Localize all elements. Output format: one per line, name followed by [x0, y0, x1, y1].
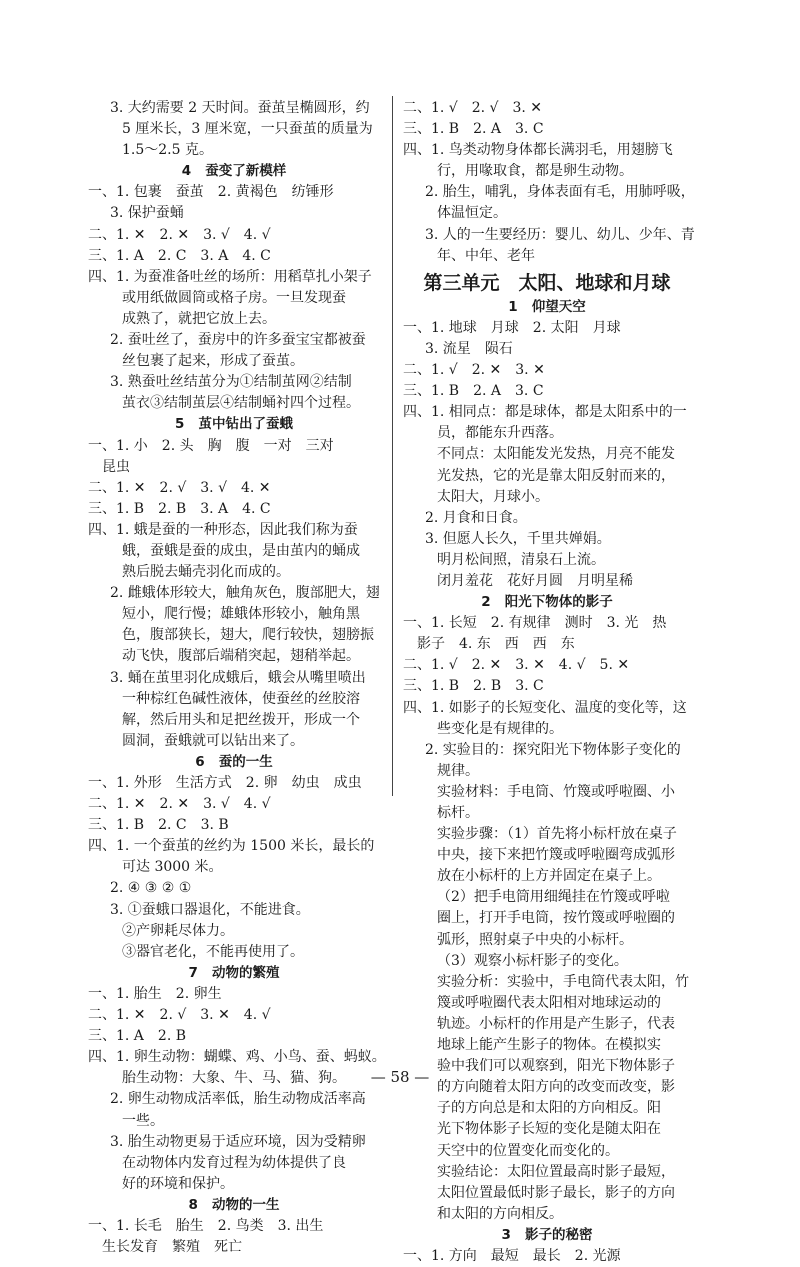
answer-line: 太阳大，月球小。	[437, 488, 549, 505]
answer-line: 和太阳的方向相反。	[437, 1205, 563, 1222]
answer-line: 5 厘米长，3 厘米宽，一只蚕茧的质量为	[122, 121, 373, 138]
answer-line: 四、1. 卵生动物：蝴蝶、鸡、小鸟、蚕、蚂蚁。	[88, 1049, 386, 1066]
answer-line: 一种棕红色碱性液体，使蚕丝的丝胶溶	[122, 690, 360, 707]
answer-line: 一、1. 长毛 胎生 2. 鸟类 3. 出生	[88, 1217, 324, 1234]
answer-line: 年、中年、老年	[437, 247, 535, 264]
answer-line: 四、1. 一个蚕茧的丝约为 1500 米长，最长的	[88, 838, 375, 855]
answer-line: 3. 大约需要 2 天时间。蚕茧呈椭圆形，约	[110, 100, 370, 116]
answer-line: 三、1. B 2. B 3. C	[403, 678, 544, 695]
answer-line: 短小，爬行慢；雄蛾体形较小，触角黑	[122, 606, 360, 623]
answer-line: 子的方向总是和太阳的方向相反。阳	[437, 1100, 661, 1117]
answer-line: 2. 月食和日食。	[425, 509, 527, 526]
answer-line: 实验结论：太阳位置最高时影子最短，	[437, 1163, 675, 1180]
answer-line: 四、1. 相同点：都是球体，都是太阳系中的一	[403, 404, 687, 421]
section-heading	[88, 1195, 380, 1216]
answer-line: 动飞快，腹部后端稍突起，翅稍举起。	[122, 648, 360, 665]
answer-line: 解，然后用头和足把丝拨开，形成一个	[122, 711, 360, 728]
answer-line: 圆洞，蚕蛾就可以钻出来了。	[122, 732, 304, 749]
answer-line: 好的环境和保护。	[122, 1175, 234, 1192]
section-title: 蚕变了新模样	[205, 163, 287, 180]
answer-line: 三、1. B 2. A 3. C	[403, 121, 544, 138]
answer-line: 蛾，蚕蛾是蚕的成虫，是由茧内的蛹成	[122, 542, 360, 559]
answer-line: 一、1. 地球 月球 2. 太阳 月球	[403, 319, 621, 336]
answer-line: （3）观察小标杆影子的变化。	[437, 952, 628, 969]
unit-title: 第三单元 太阳、地球和月球	[423, 271, 671, 294]
answer-line: 三、1. A 2. B	[88, 1028, 187, 1045]
section-heading	[88, 963, 380, 984]
answer-line: 一、1. 包裹 蚕茧 2. 黄褐色 纺锤形	[88, 184, 334, 201]
answer-line: 放在小标杆的上方并固定在桌子上。	[437, 868, 661, 885]
answer-line: 3. 但愿人长久，千里共婵娟。	[425, 530, 611, 547]
section-number: 4	[181, 163, 192, 180]
answer-line: 一、1. 长短 2. 有规律 测时 3. 光 热	[403, 615, 667, 632]
section-heading	[403, 1225, 691, 1246]
answer-line: 一些。	[122, 1112, 164, 1129]
answer-line: 3. 熟蚕吐丝结茧分为①结制茧网②结制	[110, 374, 352, 391]
answer-line: 行，用喙取食，都是卵生动物。	[437, 163, 633, 180]
section-number: 2	[481, 594, 491, 611]
answer-line: 轨迹。小标杆的作用是产生影子，代表	[437, 1015, 675, 1032]
answer-line: 胎生动物：大象、牛、马、猫、狗。	[122, 1070, 346, 1087]
answer-line: 篾或呼啦圈代表太阳相对地球运动的	[437, 994, 661, 1011]
answer-line: 成熟了，就把它放上去。	[122, 310, 276, 327]
answer-line: 3. 流星 陨石	[425, 340, 513, 357]
answer-line: 二、1. √ 2. ✕ 3. ✕	[403, 362, 545, 379]
section-heading	[88, 161, 380, 182]
answer-line: 生长发育 繁殖 死亡	[102, 1239, 242, 1256]
section-number: 3	[501, 1226, 511, 1243]
answer-line: 四、1. 蛾是蚕的一种形态，因此我们称为蚕	[88, 521, 358, 538]
answer-line: 三、1. A 2. C 3. A 4. C	[88, 247, 271, 264]
answer-line: 实验步骤：（1）首先将小标杆放在桌子	[437, 826, 677, 843]
answer-line: 些变化是有规律的。	[437, 720, 563, 737]
page-number: — 58 —	[370, 1068, 430, 1086]
answer-line: 3. 人的一生要经历：婴儿、幼儿、少年、青	[425, 226, 695, 243]
answer-line: 2. ④ ③ ② ①	[110, 880, 192, 897]
section-title: 动物的繁殖	[211, 964, 280, 981]
answer-line: 三、1. B 2. B 3. A 4. C	[88, 500, 271, 517]
answer-line: 或用纸做圆筒或格子房。一旦发现蚕	[122, 289, 346, 306]
answer-line: 规律。	[437, 762, 479, 779]
answer-line: 茧衣③结制茧层④结制蛹衬四个过程。	[122, 395, 360, 412]
right-column	[403, 98, 695, 1267]
answer-line: 昆虫	[102, 458, 130, 475]
section-title: 茧中钻出了蚕蛾	[198, 416, 293, 433]
answer-line: 圈上，打开手电筒，按竹篾或呼啦圈的	[437, 910, 675, 927]
section-heading	[403, 592, 691, 613]
answer-line: 不同点：太阳能发光发热，月亮不能发	[437, 446, 675, 463]
answer-line: 三、1. B 2. C 3. B	[88, 817, 229, 834]
answer-line: 四、1. 如影子的长短变化、温度的变化等，这	[403, 699, 687, 716]
answer-line: 二、1. ✕ 2. √ 3. √ 4. ✕	[88, 479, 271, 496]
answer-line: 二、1. ✕ 2. ✕ 3. √ 4. √	[88, 226, 271, 243]
section-number: 8	[188, 1196, 198, 1213]
answer-line: 实验分析：实验中，手电筒代表太阳，竹	[437, 973, 689, 990]
answer-line: 天空中的位置变化而变化的。	[437, 1142, 619, 1159]
section-heading	[403, 297, 691, 318]
answer-line: ③器官老化，不能再使用了。	[122, 943, 304, 960]
section-title: 阳光下物体的影子	[504, 594, 613, 611]
answer-line: 太阳位置最低时影子最长，影子的方向	[437, 1184, 675, 1201]
answer-line: 一、1. 外形 生活方式 2. 卵 幼虫 成虫	[88, 775, 362, 791]
answer-line: 一、1. 方向 最短 最长 2. 光源	[403, 1247, 621, 1264]
answer-line: 的方向随着太阳方向的改变而改变，影	[437, 1079, 675, 1096]
answer-line: 三、1. B 2. A 3. C	[403, 383, 544, 400]
answer-line: 二、1. ✕ 2. √ 3. ✕ 4. √	[88, 1007, 271, 1024]
answer-line: 影子 4. 东 西 西 东	[417, 636, 575, 653]
answer-line: 2. 蚕吐丝了，蚕房中的许多蚕宝宝都被蚕	[110, 332, 366, 349]
answer-line: 色，腹部狭长，翅大，爬行较快，翅膀振	[122, 627, 374, 644]
answer-line: 一、1. 胎生 2. 卵生	[88, 985, 222, 1002]
column-divider	[392, 96, 393, 796]
answer-line: 四、1. 为蚕准备吐丝的场所：用稻草扎小架子	[88, 268, 372, 285]
answer-line: 1.5～2.5 克。	[122, 142, 213, 159]
answer-line: 实验材料：手电筒、竹篾或呼啦圈、小	[437, 783, 675, 800]
answer-line: 标杆。	[437, 805, 479, 821]
section-title: 蚕的一生	[218, 753, 273, 770]
section-heading	[88, 752, 380, 773]
section-number: 7	[188, 964, 198, 981]
answer-line: 光下物体影子长短的变化是随太阳在	[437, 1121, 661, 1138]
answer-line: 3. 胎生动物更易于适应环境，因为受精卵	[110, 1133, 366, 1150]
answer-line: 光发热，它的光是靠太阳反射而来的，	[437, 467, 675, 484]
answer-line: 验中我们可以观察到，阳光下物体影子	[437, 1058, 675, 1075]
section-number: 6	[195, 753, 205, 770]
answer-line: 中央，接下来把竹篾或呼啦圈弯成弧形	[437, 847, 675, 864]
answer-line: 闭月羞花 花好月圆 月明星稀	[437, 572, 633, 589]
answer-line: 体温恒定。	[437, 205, 507, 222]
section-number: 1	[508, 298, 518, 315]
answer-line: 3. 蛹在茧里羽化成蛾后，蛾会从嘴里喷出	[110, 669, 366, 686]
section-title: 动物的一生	[211, 1196, 280, 1213]
answer-line: 2. 卵生动物成活率低，胎生动物成活率高	[110, 1091, 366, 1108]
answer-line: 2. 胎生，哺乳，身体表面有毛，用肺呼吸，	[425, 184, 695, 201]
answer-line: 员，都能东升西落。	[437, 425, 563, 442]
answer-line: 弧形，照射桌子中央的小标杆。	[437, 931, 633, 948]
answer-line: 地球上能产生影子的物体。在模拟实	[437, 1037, 661, 1054]
section-title: 仰望天空	[531, 298, 586, 315]
answer-line: 3. 保护蚕蛹	[110, 205, 184, 222]
section-title: 影子的秘密	[524, 1226, 593, 1243]
answer-line: 四、1. 鸟类动物身体都长满羽毛，用翅膀飞	[403, 142, 673, 159]
answer-line: 二、1. ✕ 2. ✕ 3. √ 4. √	[88, 796, 271, 813]
answer-line: 二、1. √ 2. √ 3. ✕	[403, 100, 542, 116]
answer-line: 2. 实验目的：探究阳光下物体影子变化的	[425, 741, 681, 758]
answer-line: 可达 3000 米。	[122, 859, 223, 876]
answer-line: （2）把手电筒用细绳挂在竹篾或呼啦	[437, 889, 670, 906]
answer-line: 二、1. √ 2. ✕ 3. ✕ 4. √ 5. ✕	[403, 657, 630, 674]
answer-line: 丝包裹了起来，形成了蚕茧。	[122, 353, 304, 370]
section-heading	[88, 414, 380, 435]
section-number: 5	[175, 416, 185, 433]
answer-line: 2. 雌蛾体形较大，触角灰色，腹部肥大，翅	[110, 585, 380, 602]
answer-line: 在动物体内发育过程为幼体提供了良	[122, 1154, 346, 1171]
answer-line: 熟后脱去蛹壳羽化而成的。	[122, 564, 290, 581]
answer-line: ②产卵耗尽体力。	[122, 922, 234, 939]
answer-line: 3. ①蚕蛾口器退化，不能进食。	[110, 901, 310, 918]
answer-line: 明月松间照，清泉石上流。	[437, 551, 605, 568]
answer-line: 一、1. 小 2. 头 胸 腹 一对 三对	[88, 437, 334, 454]
